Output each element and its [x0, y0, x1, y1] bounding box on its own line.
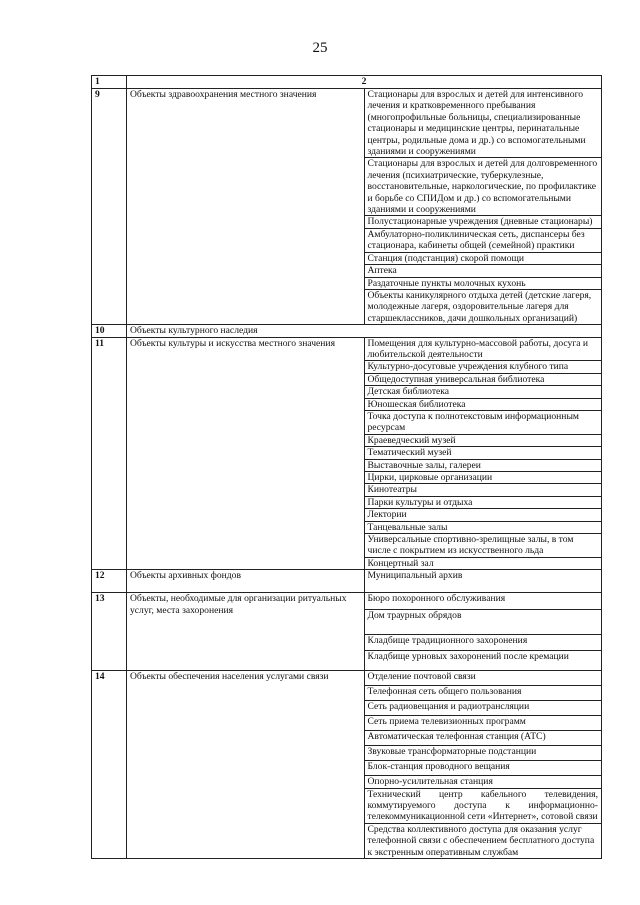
- row-number: 12: [92, 570, 127, 593]
- object-item: Концертный зал: [364, 557, 602, 569]
- page-number: 25: [312, 40, 328, 56]
- object-item: Станция (подстанция) скорой помощи: [364, 252, 602, 264]
- object-item: Средства коллективного доступа для оказания услуг телефонной связи с обеспечением бесплатного доступа к экстренным оперативным службам: [364, 823, 602, 858]
- object-item: Сеть радиовещания и радиотрансляции: [364, 701, 602, 716]
- object-item: Точка доступа к полнотекстовым информационным ресурсам: [364, 410, 602, 434]
- object-item: Юношеская библиотека: [364, 398, 602, 410]
- object-item: Амбулаторно-поликлиническая сеть, диспансеры без стационара, кабинеты общей (семейной) практики: [364, 228, 602, 252]
- object-item: Кладбище традиционного захоронения: [364, 635, 602, 651]
- row-number: 10: [92, 325, 127, 337]
- object-item: Парки культуры и отдыха: [364, 496, 602, 508]
- object-item: Звуковые трансформаторные подстанции: [364, 746, 602, 761]
- object-item: Детская библиотека: [364, 386, 602, 398]
- object-item: Стационары для взрослых и детей для интенсивного лечения и кратковременного пребывания (многопрофильные больницы, специализированные стационары и медицинские центры, перинатальные центры, родильные дома и др.) со вспомогательными зданиями и сооружениями: [364, 89, 602, 158]
- object-item: Общедоступная универсальная библиотека: [364, 373, 602, 385]
- object-item: Лектории: [364, 509, 602, 521]
- object-category: Объекты здравоохранения местного значения: [127, 89, 365, 325]
- object-item: Стационары для взрослых и детей для долговременного лечения (психиатрические, туберкулезные, восстановительные, наркологические, по профилактике и борьбе со СПИДом и др.) со вспомогательными зданиями и сооружениями: [364, 158, 602, 216]
- table-header-row: [92, 76, 602, 89]
- header-col-1: 1: [92, 76, 127, 89]
- object-item: Тематический музей: [364, 447, 602, 459]
- object-item: Блок-станция проводного вещания: [364, 761, 602, 776]
- table-row: [92, 89, 602, 158]
- object-item: Аптека: [364, 265, 602, 277]
- table-row: [92, 337, 602, 361]
- row-number: 14: [92, 671, 127, 859]
- object-item: Телефонная сеть общего пользования: [364, 686, 602, 701]
- object-category: Объекты архивных фондов: [127, 570, 365, 593]
- object-item: Объекты каникулярного отдыха детей (детские лагеря, молодежные лагеря, оздоровительные лагеря для старшеклассников, дачи дошкольных организаций): [364, 289, 602, 324]
- object-item: Танцевальные залы: [364, 521, 602, 533]
- object-item: Муниципальный архив: [364, 570, 602, 593]
- row-number: 11: [92, 337, 127, 570]
- header-col-2: 2: [127, 76, 602, 89]
- object-item: Сеть приема телевизионных программ: [364, 716, 602, 731]
- object-item: Универсальные спортивно-зрелищные залы, в том числе с покрытием из искусственного льда: [364, 534, 602, 558]
- table-row: [92, 325, 602, 337]
- table-row: [92, 593, 602, 610]
- object-item: Бюро похоронного обслуживания: [364, 593, 602, 610]
- object-item: Кладбище урновых захоронений после кремации: [364, 651, 602, 671]
- object-item: Автоматическая телефонная станция (АТС): [364, 731, 602, 746]
- object-item: Кинотеатры: [364, 484, 602, 496]
- object-item: Дом траурных обрядов: [364, 610, 602, 635]
- object-category: Объекты культурного наследия: [127, 325, 602, 337]
- row-number: 9: [92, 89, 127, 325]
- object-item: Помещения для культурно-массовой работы, досуга и любительской деятельности: [364, 337, 602, 361]
- object-item: Полустационарные учреждения (дневные стационары): [364, 216, 602, 228]
- objects-table: [91, 75, 602, 859]
- row-number: 13: [92, 593, 127, 671]
- object-category: Объекты обеспечения населения услугами связи: [127, 671, 365, 859]
- object-item: Технический центр кабельного телевидения, коммутируемого доступа к информационно-телекоммуникационной сети «Интернет», сотовой связи: [364, 788, 602, 823]
- object-item: Краеведческий музей: [364, 434, 602, 446]
- object-item: Цирки, цирковые организации: [364, 472, 602, 484]
- object-item: Отделение почтовой связи: [364, 671, 602, 686]
- object-item: Раздаточные пункты молочных кухонь: [364, 277, 602, 289]
- object-category: Объекты культуры и искусства местного значения: [127, 337, 365, 570]
- object-item: Культурно-досуговые учреждения клубного типа: [364, 361, 602, 373]
- table-row: [92, 570, 602, 593]
- table-row: [92, 671, 602, 686]
- object-category: Объекты, необходимые для организации ритуальных услуг, места захоронения: [127, 593, 365, 671]
- object-item: Выставочные залы, галереи: [364, 459, 602, 471]
- object-item: Опорно-усилительная станция: [364, 776, 602, 788]
